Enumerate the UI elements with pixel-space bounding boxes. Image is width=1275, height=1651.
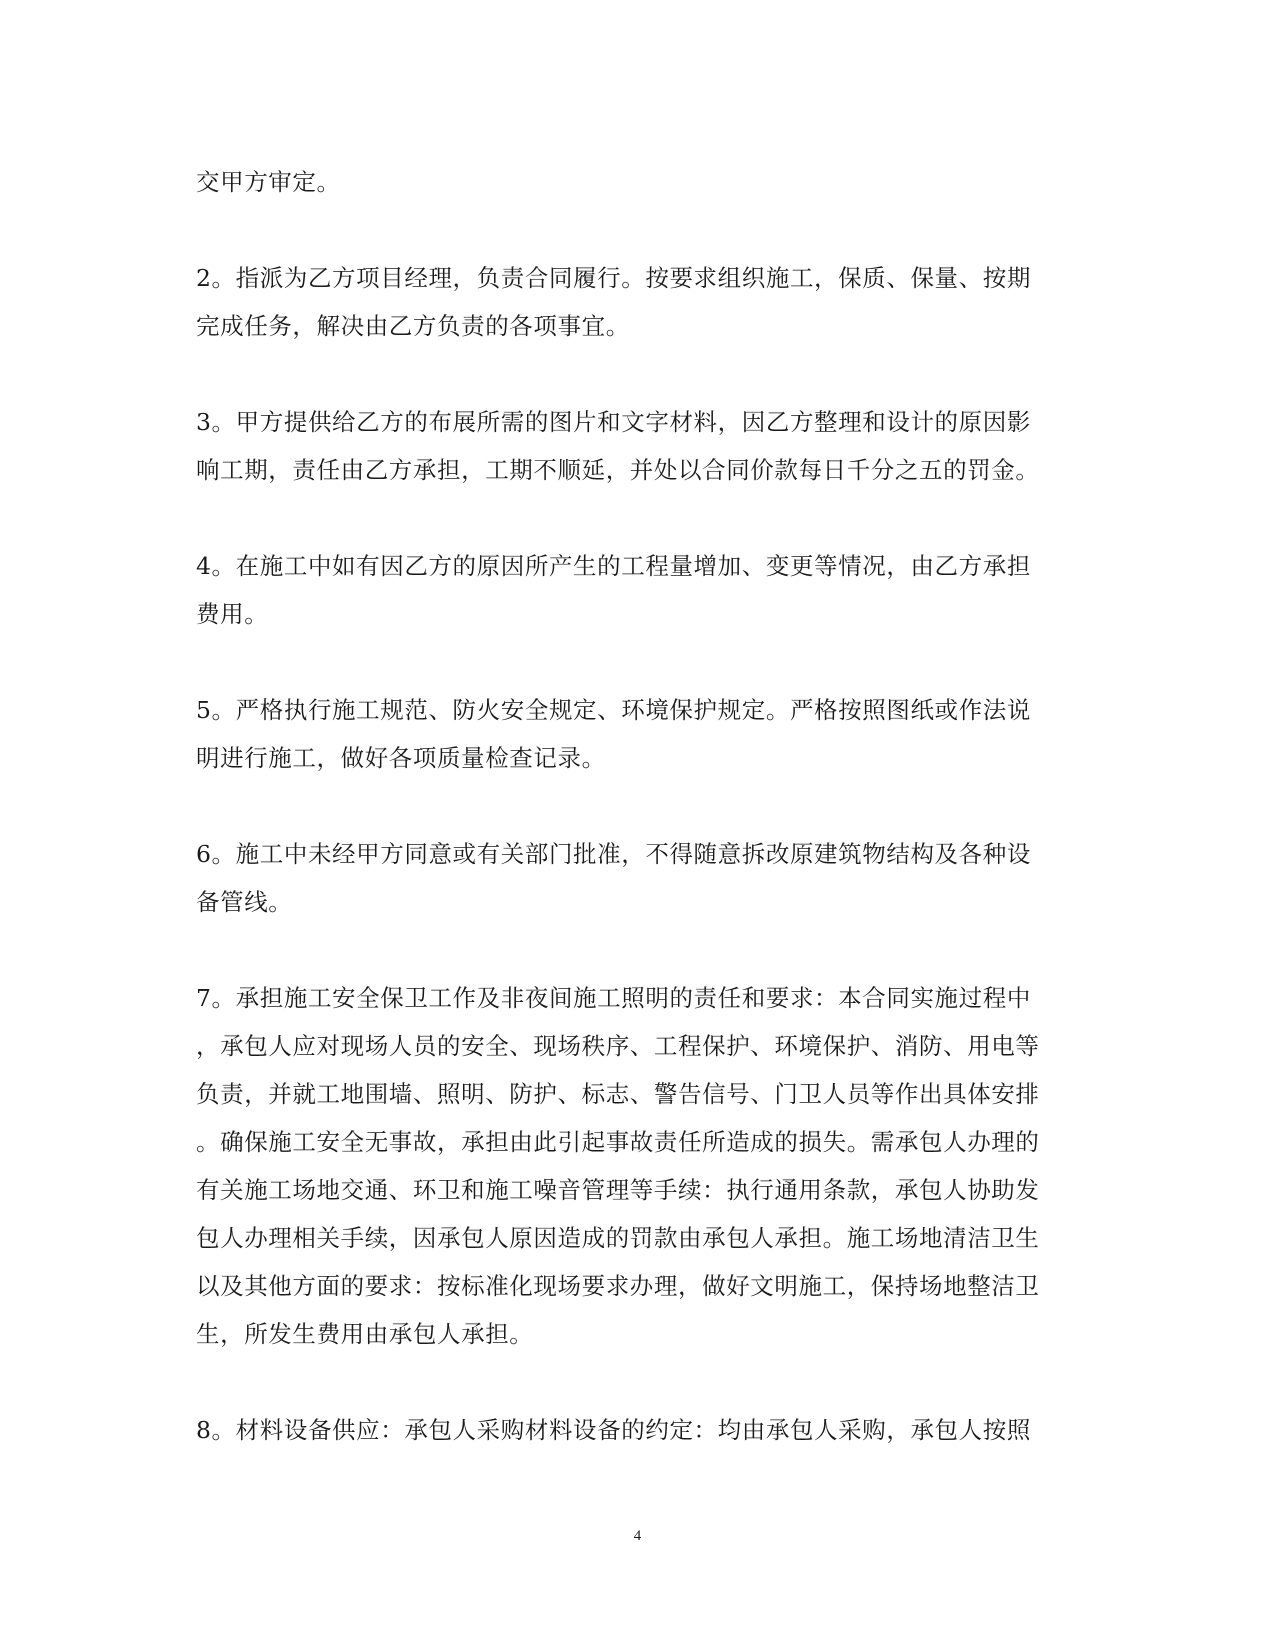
paragraph-item-2 [196, 254, 1058, 350]
text-line: 6。施工中未经甲方同意或有关部门批准，不得随意拆改原建筑物结构及各种设 [196, 840, 1031, 868]
paragraph-item-8 [196, 1406, 1058, 1454]
paragraph-item-4 [196, 542, 1058, 638]
text-line: 。确保施工安全无事故，承担由此引起事故责任所造成的损失。需承包人办理的 [196, 1128, 1040, 1156]
text-line: 3。甲方提供给乙方的布展所需的图片和文字材料，因乙方整理和设计的原因影 [196, 408, 1031, 436]
text-line: 以及其他方面的要求：按标准化现场要求办理，做好文明施工，保持场地整洁卫 [196, 1272, 1040, 1300]
page-number: 4 [633, 1528, 642, 1544]
paragraph-item-6 [196, 830, 1058, 926]
text-line: 负责，并就工地围墙、照明、防护、标志、警告信号、门卫人员等作出具体安排 [196, 1080, 1040, 1108]
paragraph-item-7 [196, 974, 1058, 1358]
text-line: 备管线。 [196, 888, 293, 916]
text-line: 7。承担施工安全保卫工作及非夜间施工照明的责任和要求：本合同实施过程中 [196, 984, 1031, 1012]
paragraph-item-3 [196, 398, 1058, 494]
text-line: 费用。 [196, 600, 269, 628]
text-line: 2。指派为乙方项目经理，负责合同履行。按要求组织施工，保质、保量、按期 [196, 264, 1031, 292]
text-line: 8。材料设备供应：承包人采购材料设备的约定：均由承包人采购，承包人按照 [196, 1416, 1031, 1444]
text-line: 生，所发生费用由承包人承担。 [196, 1320, 534, 1348]
text-line: 5。严格执行施工规范、防火安全规定、环境保护规定。严格按照图纸或作法说 [196, 696, 1031, 724]
paragraph-item-5 [196, 686, 1058, 782]
text-line: 有关施工场地交通、环卫和施工噪音管理等手续：执行通用条款，承包人协助发 [196, 1176, 1040, 1204]
text-line: 包人办理相关手续，因承包人原因造成的罚款由承包人承担。施工场地清洁卫生 [196, 1224, 1040, 1252]
text-line: 明进行施工，做好各项质量检查记录。 [196, 744, 606, 772]
text-line: 4。在施工中如有因乙方的原因所产生的工程量增加、变更等情况，由乙方承担 [196, 552, 1031, 580]
paragraph-continuation [196, 158, 1058, 206]
text-line: 响工期，责任由乙方承担，工期不顺延，并处以合同价款每日千分之五的罚金。 [196, 456, 1040, 484]
text-line: 交甲方审定。 [196, 168, 341, 196]
text-line: 完成任务，解决由乙方负责的各项事宜。 [196, 312, 630, 340]
text-line: ，承包人应对现场人员的安全、现场秩序、工程保护、环境保护、消防、用电等 [196, 1032, 1040, 1060]
document-body [196, 158, 1058, 1454]
